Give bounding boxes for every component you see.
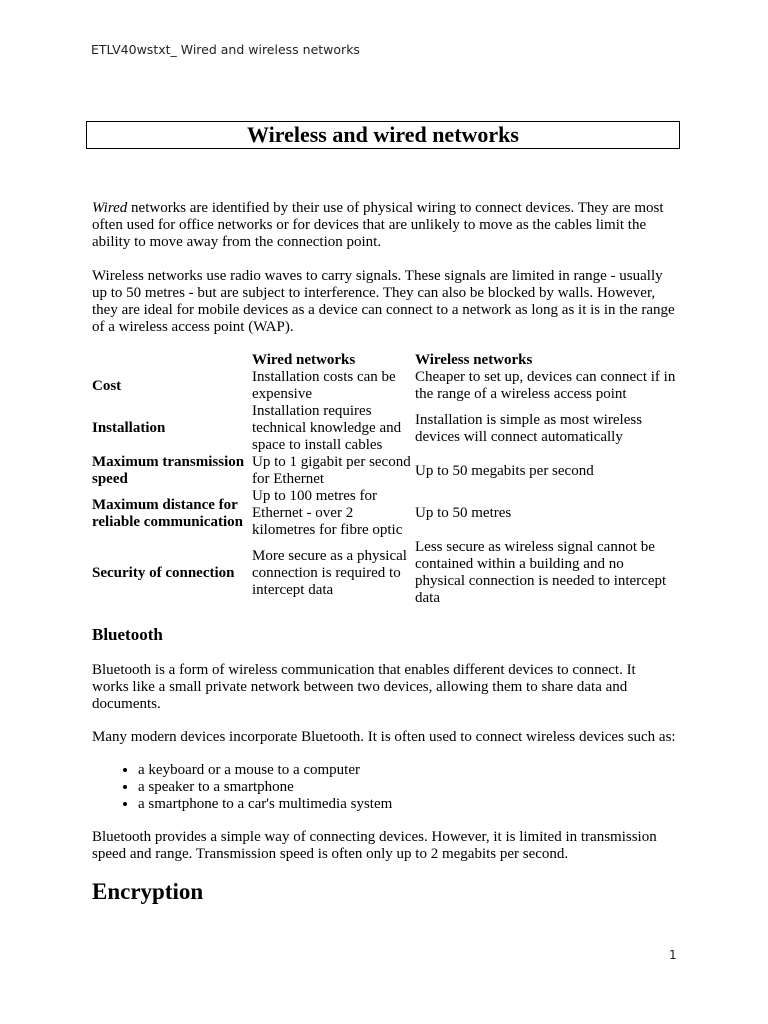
table-header-cell <box>92 352 252 369</box>
wired-paragraph <box>92 200 676 251</box>
table-row <box>92 488 676 539</box>
bluetooth-device-list <box>92 762 676 813</box>
table-cell: Cheaper to set up, devices can connect if in the range of a wireless access point <box>415 369 676 402</box>
bluetooth-paragraph: Bluetooth is a form of wireless communication that enables different devices to connect. It works like a small private network between two devices, allowing them to share data and documents. <box>92 662 636 712</box>
list-item: • a speaker to a smartphone <box>138 779 676 796</box>
table-row-label: Cost <box>92 377 122 394</box>
table-row-label: Installation <box>92 420 166 436</box>
table-row-label: Maximum transmission speed <box>92 454 245 487</box>
table-cell: Less secure as wireless signal cannot be contained within a building and no physical connection is needed to intercept data <box>415 539 667 606</box>
table-cell: Up to 100 metres for Ethernet - over 2 kilometres for fibre optic <box>252 488 403 538</box>
table-cell: Up to 50 megabits per second <box>415 462 594 479</box>
page-title: Wireless and wired networks <box>247 122 519 147</box>
table-header-cell: Wired networks <box>252 352 356 368</box>
wired-emphasis: Wired <box>92 200 128 216</box>
wired-paragraph-text: networks are identified by their use of physical wiring to connect devices. They are most often used for office networks or for devices that are unlikely to move as the cables limit the ability to move away from the connection point. <box>92 200 664 250</box>
bluetooth-paragraph: Bluetooth provides a simple way of connecting devices. However, it is limited in transmission speed and range. Transmission speed is often only up to 2 megabits per second. <box>92 829 657 862</box>
page-number: 1 <box>669 948 677 962</box>
table-row <box>92 403 676 454</box>
list-item: • a smartphone to a car's multimedia system <box>138 796 676 813</box>
table-row-label: Maximum distance for reliable communication <box>92 496 243 530</box>
table-row <box>92 454 676 488</box>
table-cell: Installation is simple as most wireless devices will connect automatically <box>415 411 643 445</box>
table-row-label: Security of connection <box>92 564 235 581</box>
wireless-paragraph: Wireless networks use radio waves to carry signals. These signals are limited in range - usually up to 50 metres - but are subject to interference. They can also be blocked by walls. However, they are ideal for mobile devices as a device can connect to a network as long as it is in the range of a wireless access point (WAP). <box>92 268 675 335</box>
table-cell: More secure as a physical connection is required to intercept data <box>252 547 407 598</box>
list-item: • a keyboard or a mouse to a computer <box>138 762 676 779</box>
comparison-table <box>92 352 676 607</box>
table-cell: Installation requires technical knowledge and space to install cables <box>252 403 402 453</box>
document-header: ETLV40wstxt_ Wired and wireless networks <box>91 42 360 57</box>
document-body <box>92 200 676 905</box>
table-header-cell: Wireless networks <box>415 352 533 368</box>
title-box <box>86 121 680 149</box>
table-cell: Up to 50 metres <box>415 505 512 521</box>
table-cell: Installation costs can be expensive <box>252 369 396 402</box>
bluetooth-heading: Bluetooth <box>92 625 163 644</box>
bluetooth-paragraph: Many modern devices incorporate Bluetooth. It is often used to connect wireless devices such as: <box>92 729 676 745</box>
table-row <box>92 539 676 607</box>
table-row <box>92 369 676 403</box>
table-header-row <box>92 352 676 369</box>
encryption-heading: Encryption <box>92 879 204 904</box>
table-cell: Up to 1 gigabit per second for Ethernet <box>252 454 411 487</box>
